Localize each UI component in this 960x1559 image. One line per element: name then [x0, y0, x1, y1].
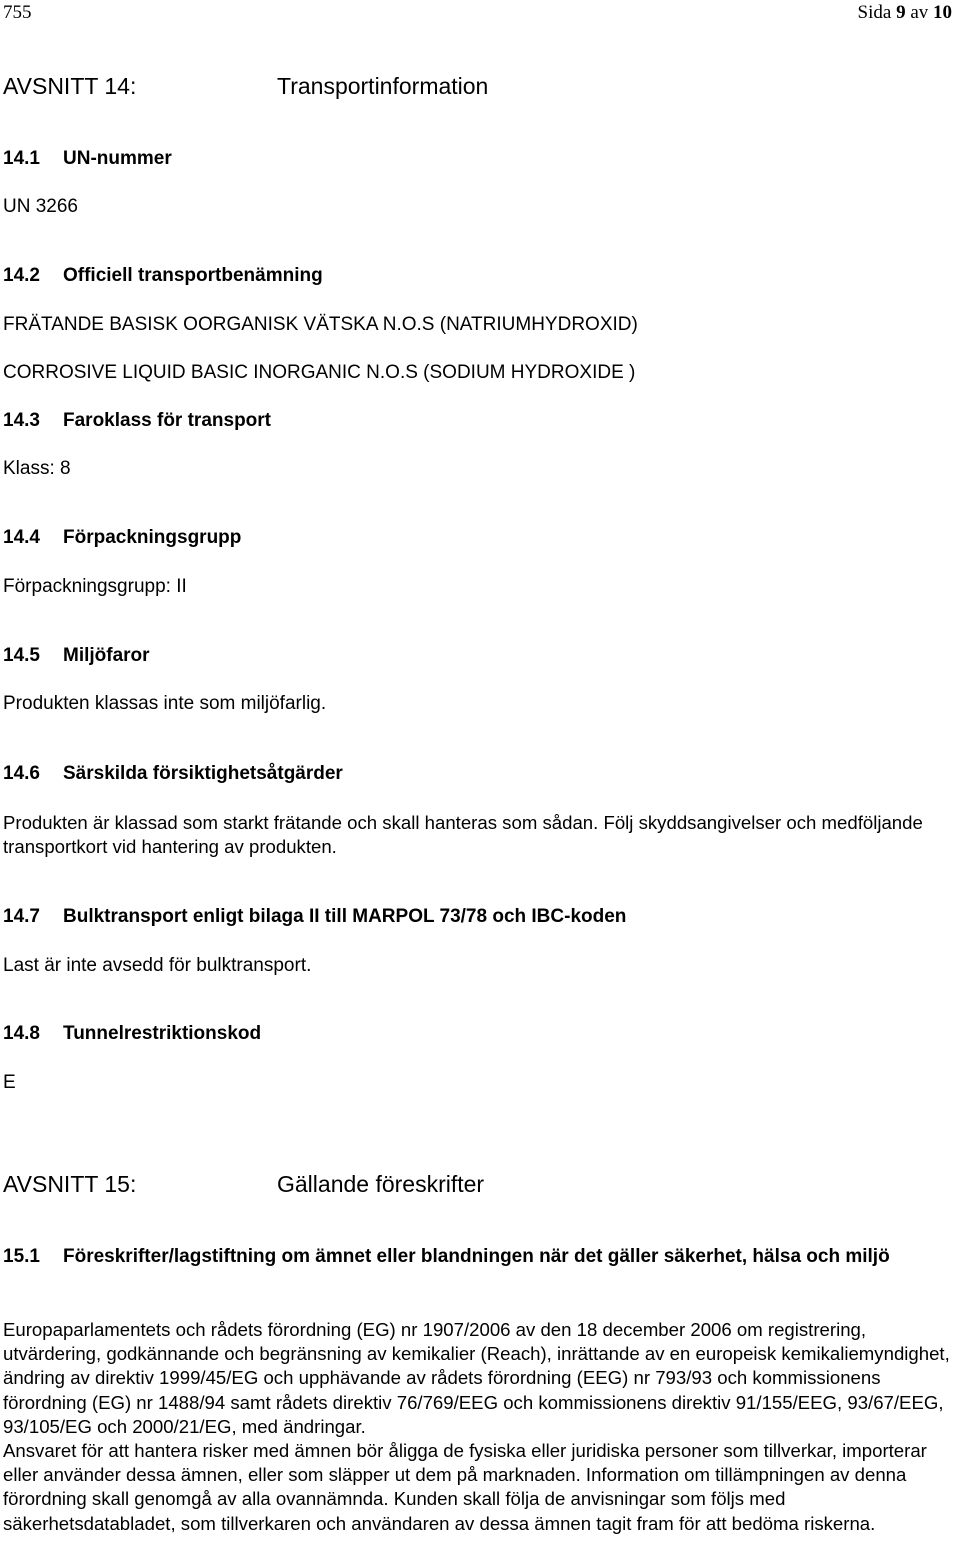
subsection-15-1-heading	[3, 1245, 953, 1269]
subsection-14-5-heading	[3, 645, 150, 667]
subsection-title: Miljöfaror	[63, 645, 150, 666]
un-number-value: UN 3266	[3, 196, 78, 217]
subsection-14-4-heading	[3, 527, 242, 549]
subsection-title: Föreskrifter/lagstiftning om ämnet eller blandningen när det gäller säkerhet, hälsa och miljö	[63, 1246, 890, 1267]
section-15-heading	[3, 1171, 485, 1198]
subsection-number: 14.7	[3, 906, 40, 927]
tunnel-code-value: E	[3, 1072, 16, 1093]
subsection-14-7-heading	[3, 906, 627, 928]
page-indicator	[858, 2, 952, 24]
subsection-14-6-heading	[3, 763, 343, 785]
subsection-number: 14.6	[3, 763, 40, 784]
subsection-title: Bulktransport enligt bilaga II till MARPOL 73/78 och IBC-koden	[63, 906, 627, 927]
packing-group-value: Förpackningsgrupp: II	[3, 576, 187, 597]
subsection-title: Faroklass för transport	[63, 410, 271, 431]
subsection-14-1-heading	[3, 148, 172, 170]
section-14-heading	[3, 73, 489, 100]
subsection-14-2-heading	[3, 265, 323, 287]
subsection-number: 14.5	[3, 645, 40, 666]
page-number: 755	[3, 2, 32, 23]
subsection-title: Officiell transportbenämning	[63, 265, 323, 286]
subsection-number: 14.4	[3, 527, 40, 548]
subsection-title: Tunnelrestriktionskod	[63, 1023, 262, 1044]
responsibility-paragraph: Ansvaret för att hantera risker med ämnen bör åligga de fysiska eller juridiska personer som tillverkar, importerar eller använder dessa ämnen, eller som släpper ut dem på marknaden. Information om tillämpningen av denna förordning skall genomgå av alla ovannämnda. Kunden skall följa de anvisningar som följs med säkerhetsdatabladet, som tillverkaren och användaren av dessa ämnen tagit fram för att bedöma riskerna.	[3, 1440, 927, 1534]
section-14-label: AVSNITT 14:	[3, 73, 137, 99]
subsection-14-3-heading	[3, 410, 271, 432]
shipping-name-swedish: FRÄTANDE BASISK OORGANISK VÄTSKA N.O.S (NATRIUMHYDROXID)	[3, 314, 638, 335]
subsection-title: Förpackningsgrupp	[63, 527, 242, 548]
page-of-middle: av	[910, 2, 929, 23]
section-14-title: Transportinformation	[277, 73, 489, 99]
page-current: 9	[896, 2, 906, 23]
shipping-name-english: CORROSIVE LIQUID BASIC INORGANIC N.O.S (SODIUM HYDROXIDE )	[3, 362, 636, 383]
environmental-hazard-value: Produkten klassas inte som miljöfarlig.	[3, 693, 327, 714]
subsection-title: UN-nummer	[63, 148, 172, 169]
subsection-title: Särskilda försiktighetsåtgärder	[63, 763, 343, 784]
subsection-number: 15.1	[3, 1246, 40, 1267]
page-total: 10	[933, 2, 952, 23]
subsection-number: 14.2	[3, 265, 40, 286]
page-of-prefix: Sida	[857, 2, 892, 23]
subsection-14-8-heading	[3, 1023, 262, 1045]
section-15-label: AVSNITT 15:	[3, 1171, 137, 1197]
regulation-paragraph: Europaparlamentets och rådets förordning (EG) nr 1907/2006 av den 18 december 2006 om registrering, utvärdering, godkännande och begränsning av kemikalier (Reach), inrättande av en europeisk kemikaliemyndighet, ändring av direktiv 1999/45/EG och upphävande av rådets förordning (EEG) nr 793/93 och kommissionens förordning (EG) nr 1488/94 samt rådets direktiv 76/769/EEG och kommissionens direktiv 91/155/EEG, 93/67/EEG, 93/105/EG och 2000/21/EG, med ändringar.	[3, 1319, 950, 1437]
bulk-transport-value: Last är inte avsedd för bulktransport.	[3, 955, 312, 976]
hazard-class-value: Klass: 8	[3, 458, 71, 479]
special-precautions-text: Produkten är klassad som starkt frätande och skall hanteras som sådan. Följ skyddsangivelser och medföljande transportkort vid hantering av produkten.	[3, 812, 923, 858]
subsection-number: 14.3	[3, 410, 40, 431]
subsection-number: 14.8	[3, 1023, 40, 1044]
section-15-title: Gällande föreskrifter	[277, 1171, 485, 1197]
subsection-number: 14.1	[3, 148, 40, 169]
